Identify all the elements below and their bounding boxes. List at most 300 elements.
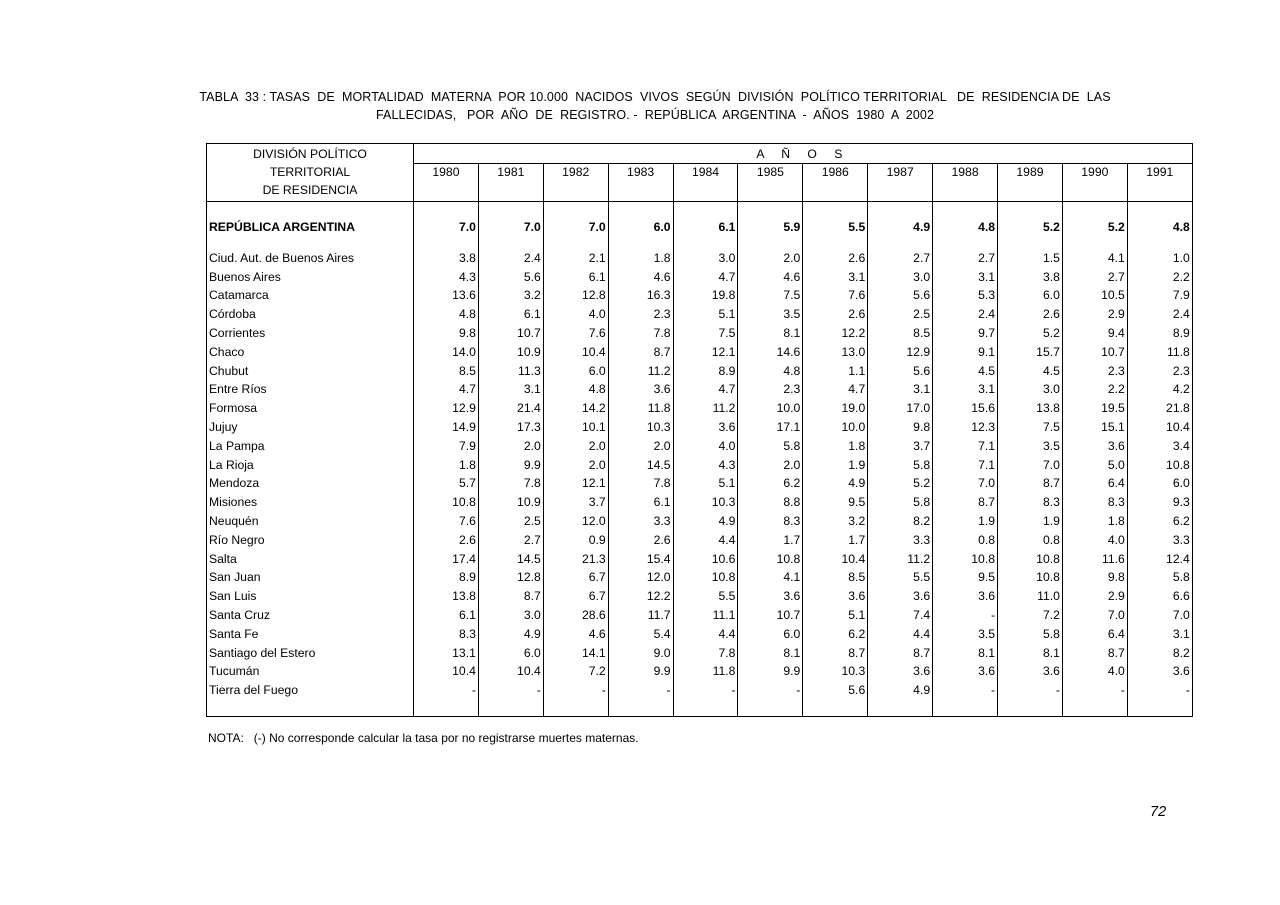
rate-cell: 3.0 (673, 248, 738, 267)
rate-cell: 21.4 (478, 398, 543, 417)
row-label: Mendoza (207, 474, 414, 493)
rate-cell: 10.4 (803, 549, 868, 568)
rate-cell: 3.6 (1172, 664, 1190, 679)
rate-cell: 11.8 (1166, 344, 1190, 359)
row-label: Santiago del Estero (207, 643, 414, 662)
year-header: 1983 (608, 164, 673, 202)
rate-cell: 2.9 (1062, 304, 1127, 323)
rate-cell: 7.0 (1062, 605, 1127, 624)
table-row (207, 267, 1193, 286)
rate-cell: 15.7 (998, 342, 1063, 361)
rate-cell: 7.5 (673, 323, 738, 342)
padding-cell (543, 699, 608, 717)
rate-cell: 5.1 (673, 474, 738, 493)
rate-cell: 2.0 (478, 436, 543, 455)
rate-cell: 5.9 (738, 202, 803, 249)
rate-cell: 7.0 (414, 202, 479, 249)
rate-cell: 10.3 (673, 492, 738, 511)
rate-cell: 5.6 (868, 286, 933, 305)
rate-cell: 7.8 (608, 474, 673, 493)
rate-cell: 2.3 (738, 380, 803, 399)
year-header: 1991 (1127, 164, 1192, 202)
rate-cell: 6.0 (543, 361, 608, 380)
rate-cell: 7.4 (868, 605, 933, 624)
rate-cell: 8.9 (673, 361, 738, 380)
rate-cell: 13.6 (414, 286, 479, 305)
row-label: Chubut (207, 361, 414, 380)
rate-cell: 1.7 (803, 530, 868, 549)
rate-cell: 3.5 (738, 304, 803, 323)
rate-cell: 4.9 (803, 474, 868, 493)
row-label: Ciud. Aut. de Buenos Aires (207, 248, 414, 267)
rate-cell: 5.8 (738, 436, 803, 455)
rate-cell: 5.6 (868, 361, 933, 380)
rate-cell: 9.8 (1062, 568, 1127, 587)
rate-cell: 5.8 (868, 455, 933, 474)
rate-cell: 7.2 (998, 605, 1063, 624)
rate-cell: 1.9 (933, 511, 998, 530)
row-label: Chaco (207, 342, 414, 361)
rate-cell: 12.1 (673, 342, 738, 361)
row-label: Córdoba (207, 304, 414, 323)
table-row (207, 549, 1193, 568)
rate-cell: 10.8 (673, 568, 738, 587)
rate-cell: 21.3 (543, 549, 608, 568)
rate-cell: 15.1 (1062, 417, 1127, 436)
table-row (207, 568, 1193, 587)
division-header-line-2: TERRITORIAL (269, 165, 351, 179)
rate-cell: 14.2 (543, 398, 608, 417)
table-row (207, 417, 1193, 436)
year-header: 1985 (738, 164, 803, 202)
rate-cell: - (998, 680, 1063, 699)
row-label: Santa Fe (207, 624, 414, 643)
table-row (207, 605, 1193, 624)
rate-cell: 2.7 (478, 530, 543, 549)
padding-cell (933, 699, 998, 717)
padding-cell (1062, 699, 1127, 717)
rate-cell: - (1185, 683, 1190, 698)
rate-cell: 4.8 (738, 361, 803, 380)
rate-cell: 3.4 (1172, 438, 1190, 453)
rate-cell: 8.7 (803, 643, 868, 662)
rate-cell: 12.8 (543, 286, 608, 305)
padding-cell (478, 699, 543, 717)
rate-cell: 11.2 (673, 398, 738, 417)
rate-cell: 7.0 (1172, 607, 1190, 622)
rate-cell: 2.6 (414, 530, 479, 549)
rate-cell: 6.0 (478, 643, 543, 662)
padding-cell (673, 699, 738, 717)
year-header: 1981 (478, 164, 543, 202)
rate-cell: 9.7 (933, 323, 998, 342)
rate-cell: 7.2 (543, 662, 608, 681)
rate-cell: 11.8 (608, 398, 673, 417)
rate-cell: 10.3 (803, 662, 868, 681)
table-row (207, 286, 1193, 305)
rate-cell: 11.0 (998, 586, 1063, 605)
rate-cell: 10.8 (1166, 457, 1190, 472)
rate-cell: 12.1 (543, 474, 608, 493)
rate-cell: 8.1 (933, 643, 998, 662)
rate-cell: 2.5 (868, 304, 933, 323)
rate-cell: 10.5 (1062, 286, 1127, 305)
padding-cell (803, 699, 868, 717)
years-group-header: A Ñ O S (414, 144, 1193, 164)
rate-cell: 5.3 (933, 286, 998, 305)
year-header: 1982 (543, 164, 608, 202)
rate-cell: 10.1 (543, 417, 608, 436)
rate-cell: 9.0 (608, 643, 673, 662)
rate-cell: 8.2 (868, 511, 933, 530)
rate-cell: 9.9 (608, 662, 673, 681)
rate-cell: 8.7 (1062, 643, 1127, 662)
rate-cell: 4.1 (1062, 248, 1127, 267)
rate-cell: 5.4 (608, 624, 673, 643)
rate-cell: 5.2 (1062, 202, 1127, 249)
rate-cell: 9.1 (933, 342, 998, 361)
rate-cell: 6.7 (543, 586, 608, 605)
rate-cell: 8.7 (478, 586, 543, 605)
rate-cell: 12.9 (414, 398, 479, 417)
table-row (207, 398, 1193, 417)
rate-cell: 9.8 (414, 323, 479, 342)
rate-cell: 4.6 (738, 267, 803, 286)
rate-cell: - (933, 605, 998, 624)
rate-cell: 6.4 (1062, 474, 1127, 493)
table-title-line-2: FALLECIDAS, POR AÑO DE REGISTRO. - REPÚBLICA ARGENTINA - AÑOS 1980 A 2002 (376, 108, 934, 122)
rate-cell: 3.3 (1172, 532, 1190, 547)
rate-cell: 2.3 (1172, 363, 1190, 378)
rate-cell: - (738, 680, 803, 699)
row-label: Tierra del Fuego (207, 680, 414, 699)
rate-cell: 3.1 (1172, 626, 1190, 641)
rate-cell: 7.0 (543, 202, 608, 249)
rate-cell: 4.0 (1062, 530, 1127, 549)
rate-cell: 6.1 (543, 267, 608, 286)
rate-cell: 10.8 (933, 549, 998, 568)
rate-cell: 12.3 (933, 417, 998, 436)
rate-cell: 2.4 (478, 248, 543, 267)
rate-cell: 4.3 (414, 267, 479, 286)
rate-cell: 1.8 (803, 436, 868, 455)
rate-cell: 8.7 (998, 474, 1063, 493)
rate-cell: 2.7 (868, 248, 933, 267)
rate-cell: 3.6 (738, 586, 803, 605)
rate-cell: 10.8 (998, 568, 1063, 587)
rate-cell: 10.4 (543, 342, 608, 361)
rate-cell: 2.0 (543, 455, 608, 474)
rate-cell: 2.6 (998, 304, 1063, 323)
rate-cell: 28.6 (543, 605, 608, 624)
rate-cell: 10.0 (803, 417, 868, 436)
rate-cell: 8.1 (738, 643, 803, 662)
rate-cell: 7.5 (738, 286, 803, 305)
row-label: Tucumán (207, 662, 414, 681)
rate-cell: 10.4 (1166, 419, 1190, 434)
rate-cell: 3.6 (608, 380, 673, 399)
rate-cell: 2.4 (1172, 307, 1190, 322)
rate-cell: 5.2 (998, 202, 1063, 249)
rate-cell: 2.2 (1172, 269, 1190, 284)
rate-cell: 5.7 (414, 474, 479, 493)
rate-cell: 7.0 (933, 474, 998, 493)
rate-cell: 15.4 (608, 549, 673, 568)
rate-cell: 3.2 (803, 511, 868, 530)
rate-cell: 3.3 (868, 530, 933, 549)
rate-cell: 0.8 (998, 530, 1063, 549)
rate-cell: 3.8 (414, 248, 479, 267)
year-header: 1987 (868, 164, 933, 202)
row-label: Entre Ríos (207, 380, 414, 399)
rate-cell: 2.4 (933, 304, 998, 323)
rate-cell: 11.6 (1062, 549, 1127, 568)
rate-cell: 14.5 (608, 455, 673, 474)
rate-cell: - (478, 680, 543, 699)
year-header: 1988 (933, 164, 998, 202)
rate-cell: 2.9 (1062, 586, 1127, 605)
rate-cell: 5.8 (998, 624, 1063, 643)
rate-cell: 4.0 (673, 436, 738, 455)
rate-cell: 19.8 (673, 286, 738, 305)
table-note: NOTA: (-) No corresponde calcular la tasa por no registrarse muertes maternas. (208, 731, 639, 745)
rate-cell: 13.0 (803, 342, 868, 361)
rate-cell: 6.0 (608, 202, 673, 249)
rate-cell: 14.0 (414, 342, 479, 361)
rate-cell: 7.0 (478, 202, 543, 249)
rate-cell: 8.3 (738, 511, 803, 530)
rate-cell: 17.4 (414, 549, 479, 568)
rate-cell: 2.7 (933, 248, 998, 267)
rate-cell: 6.0 (1172, 476, 1190, 491)
rate-cell: 7.5 (998, 417, 1063, 436)
rate-cell: 7.9 (414, 436, 479, 455)
table-row (207, 248, 1193, 267)
rate-cell: 3.6 (1062, 436, 1127, 455)
row-label: Misiones (207, 492, 414, 511)
rate-cell: 8.3 (414, 624, 479, 643)
rate-cell: 8.8 (738, 492, 803, 511)
padding-cell (414, 699, 479, 717)
rate-cell: 8.5 (868, 323, 933, 342)
table-row (207, 643, 1193, 662)
rate-cell: 1.1 (803, 361, 868, 380)
rate-cell: 4.8 (543, 380, 608, 399)
rate-cell: 5.8 (1172, 570, 1190, 585)
rate-cell: 12.0 (608, 568, 673, 587)
row-label: San Luis (207, 586, 414, 605)
rate-cell: 7.1 (933, 436, 998, 455)
rate-cell: 2.5 (478, 511, 543, 530)
rate-cell: 3.5 (998, 436, 1063, 455)
rate-cell: - (543, 680, 608, 699)
rate-cell: - (414, 680, 479, 699)
rate-cell: 10.7 (478, 323, 543, 342)
row-label: Río Negro (207, 530, 414, 549)
rate-cell: 3.7 (868, 436, 933, 455)
rate-cell: 4.9 (868, 680, 933, 699)
rate-cell: 17.0 (868, 398, 933, 417)
rate-cell: 2.3 (1062, 361, 1127, 380)
rate-cell: 14.9 (414, 417, 479, 436)
rate-cell: 4.7 (673, 380, 738, 399)
rate-cell: 4.0 (543, 304, 608, 323)
mortality-table (206, 143, 1193, 717)
rate-cell: 3.6 (673, 417, 738, 436)
rate-cell: 2.2 (1062, 380, 1127, 399)
table-row (207, 361, 1193, 380)
row-label: Jujuy (207, 417, 414, 436)
rate-cell: 5.2 (998, 323, 1063, 342)
table-row (207, 680, 1193, 699)
rate-cell: 19.0 (803, 398, 868, 417)
table-row (207, 304, 1193, 323)
year-header: 1989 (998, 164, 1063, 202)
rate-cell: - (1062, 680, 1127, 699)
rate-cell: 6.6 (1172, 589, 1190, 604)
rate-cell: 21.8 (1166, 401, 1190, 416)
rate-cell: 4.5 (933, 361, 998, 380)
rate-cell: 6.2 (1172, 513, 1190, 528)
row-label: Corrientes (207, 323, 414, 342)
rate-cell: 9.4 (1062, 323, 1127, 342)
rate-cell: 1.0 (1172, 250, 1190, 265)
rate-cell: 3.0 (478, 605, 543, 624)
rate-cell: 8.7 (608, 342, 673, 361)
rate-cell: 7.8 (673, 643, 738, 662)
rate-cell: 9.9 (738, 662, 803, 681)
rate-cell: 3.3 (608, 511, 673, 530)
rate-cell: 1.9 (803, 455, 868, 474)
rate-cell: 4.8 (933, 202, 998, 249)
table-row (207, 492, 1193, 511)
rate-cell: 4.0 (1062, 662, 1127, 681)
rate-cell: 10.6 (673, 549, 738, 568)
table-row (207, 586, 1193, 605)
rate-cell: 5.5 (673, 586, 738, 605)
rate-cell: 3.2 (478, 286, 543, 305)
table-row (207, 455, 1193, 474)
rate-cell: 3.8 (998, 267, 1063, 286)
rate-cell: 3.6 (933, 586, 998, 605)
rate-cell: 4.1 (738, 568, 803, 587)
rate-cell: 4.8 (414, 304, 479, 323)
table-row (207, 474, 1193, 493)
rate-cell: 3.6 (868, 662, 933, 681)
table-body (207, 202, 1193, 717)
rate-cell: 4.8 (1172, 219, 1190, 234)
rate-cell: 6.7 (543, 568, 608, 587)
rate-cell: 7.9 (1172, 288, 1190, 303)
rate-cell: 3.1 (933, 267, 998, 286)
rate-cell: 10.4 (478, 662, 543, 681)
rate-cell: 6.1 (673, 202, 738, 249)
rate-cell: 6.0 (998, 286, 1063, 305)
rate-cell: 7.8 (478, 474, 543, 493)
rate-cell: 3.1 (478, 380, 543, 399)
rate-cell: 3.1 (868, 380, 933, 399)
rate-cell: 3.6 (803, 586, 868, 605)
rate-cell: 3.6 (933, 662, 998, 681)
row-label: Santa Cruz (207, 605, 414, 624)
rate-cell: 13.1 (414, 643, 479, 662)
rate-cell: 5.5 (868, 568, 933, 587)
row-label: Formosa (207, 398, 414, 417)
rate-cell: 16.3 (608, 286, 673, 305)
rate-cell: 14.6 (738, 342, 803, 361)
rate-cell: 7.6 (414, 511, 479, 530)
rate-cell: 3.0 (998, 380, 1063, 399)
rate-cell: 6.1 (414, 605, 479, 624)
rate-cell: 11.8 (673, 662, 738, 681)
rate-cell: 9.5 (933, 568, 998, 587)
rate-cell: 5.6 (803, 680, 868, 699)
rate-cell: 1.5 (998, 248, 1063, 267)
division-header (207, 144, 414, 202)
rate-cell: 7.8 (608, 323, 673, 342)
padding-cell (738, 699, 803, 717)
division-header-line-3: DE RESIDENCIA (262, 183, 358, 197)
rate-cell: 8.5 (803, 568, 868, 587)
row-label: La Rioja (207, 455, 414, 474)
rate-cell: 1.8 (608, 248, 673, 267)
rate-cell: 8.1 (998, 643, 1063, 662)
table-row (207, 662, 1193, 681)
rate-cell: 2.0 (738, 455, 803, 474)
rate-cell: 2.6 (803, 304, 868, 323)
rate-cell: 10.8 (738, 549, 803, 568)
rate-cell: 5.1 (803, 605, 868, 624)
table-title-line-1: TABLA 33 : TASAS DE MORTALIDAD MATERNA POR 10.000 NACIDOS VIVOS SEGÚN DIVISIÓN POLÍTICO TERRITORIAL DE RESIDENCIA DE LAS (199, 90, 1111, 104)
rate-cell: 15.6 (933, 398, 998, 417)
rate-cell: 5.8 (868, 492, 933, 511)
rate-cell: 5.1 (673, 304, 738, 323)
rate-cell: 6.1 (608, 492, 673, 511)
rate-cell: 10.0 (738, 398, 803, 417)
rate-cell: 2.6 (608, 530, 673, 549)
rate-cell: 6.2 (803, 624, 868, 643)
rate-cell: 4.4 (673, 624, 738, 643)
rate-cell: 8.7 (933, 492, 998, 511)
row-label: Catamarca (207, 286, 414, 305)
rate-cell: 2.3 (608, 304, 673, 323)
rate-cell: 9.5 (803, 492, 868, 511)
year-header: 1986 (803, 164, 868, 202)
rate-cell: 12.2 (803, 323, 868, 342)
rate-cell: 11.7 (608, 605, 673, 624)
rate-cell: 3.6 (868, 586, 933, 605)
table-row (207, 530, 1193, 549)
rate-cell: 7.6 (803, 286, 868, 305)
rate-cell: 11.3 (478, 361, 543, 380)
rate-cell: 5.5 (803, 202, 868, 249)
year-header: 1984 (673, 164, 738, 202)
rate-cell: 10.7 (1062, 342, 1127, 361)
rate-cell: 8.3 (998, 492, 1063, 511)
rate-cell: 2.0 (608, 436, 673, 455)
rate-cell: 0.8 (933, 530, 998, 549)
rate-cell: 1.8 (414, 455, 479, 474)
rate-cell: 4.6 (543, 624, 608, 643)
table-row (207, 323, 1193, 342)
rate-cell: 9.3 (1172, 495, 1190, 510)
rate-cell: 4.9 (478, 624, 543, 643)
rate-cell: 14.1 (543, 643, 608, 662)
table-bottom-padding (207, 699, 1193, 717)
row-label: Buenos Aires (207, 267, 414, 286)
rate-cell: 2.1 (543, 248, 608, 267)
rate-cell: 2.0 (738, 248, 803, 267)
